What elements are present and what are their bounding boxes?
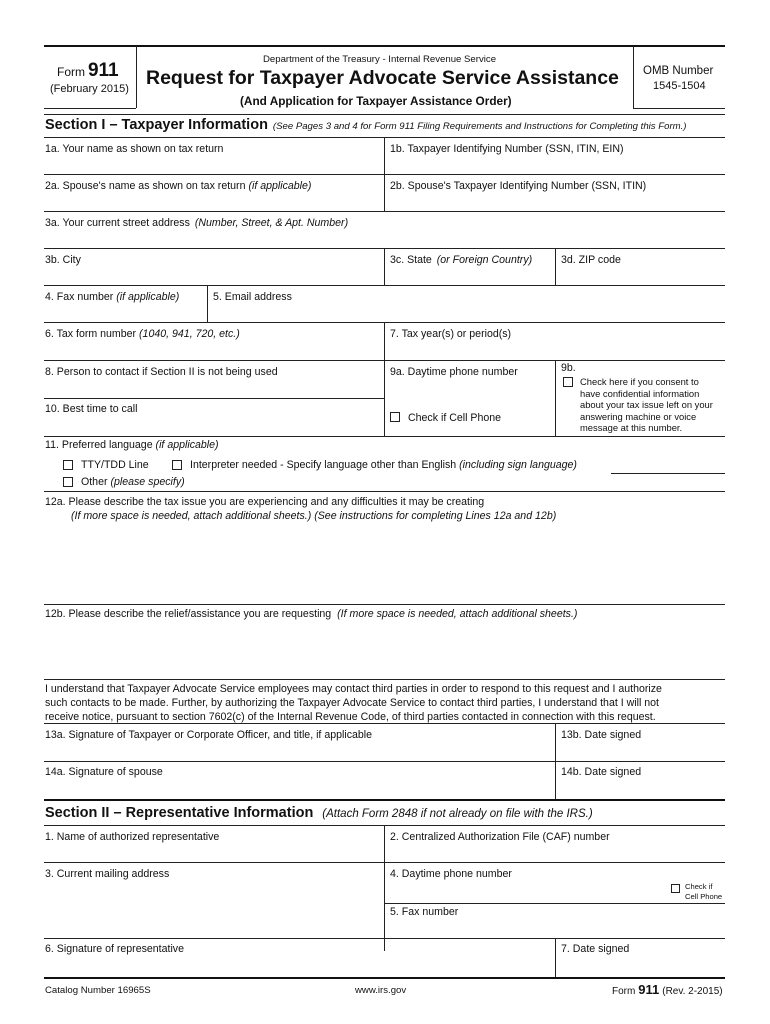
third-party-line-1: I understand that Taxpayer Advocate Service employees may contact third parties in order to respond to this request and I authorize bbox=[45, 683, 662, 695]
field-6-text: 6. Tax form number bbox=[45, 328, 137, 340]
field-3c-text: 3c. State bbox=[390, 254, 432, 266]
field-11-label bbox=[45, 439, 219, 451]
field-1b-label: 1b. Taxpayer Identifying Number (SSN, ITIN, EIN) bbox=[390, 143, 624, 155]
row14-divider bbox=[555, 761, 556, 799]
row10-rule bbox=[44, 436, 725, 437]
rep-cell-phone-checkbox[interactable] bbox=[671, 884, 680, 893]
field-4-input[interactable] bbox=[45, 304, 205, 321]
field-9a-label: 9a. Daytime phone number bbox=[390, 366, 518, 378]
field-3c-label bbox=[390, 254, 532, 266]
consent-line-2: have confidential information bbox=[580, 387, 700, 399]
field-4-text: 4. Fax number bbox=[45, 291, 114, 303]
field-4-label bbox=[45, 291, 179, 303]
rep-3-label: 3. Current mailing address bbox=[45, 868, 170, 880]
other-text: Other bbox=[81, 476, 108, 488]
field-5-input[interactable] bbox=[209, 304, 723, 321]
row2-rule bbox=[44, 211, 725, 212]
section1-heading bbox=[45, 117, 687, 133]
row1-divider bbox=[384, 137, 385, 174]
field-2b-label: 2b. Spouse's Taxpayer Identifying Number (SSN, ITIN) bbox=[390, 180, 647, 192]
field-10-label: 10. Best time to call bbox=[45, 403, 138, 415]
row13-rule bbox=[44, 761, 725, 762]
field-13a-signature[interactable] bbox=[45, 742, 553, 759]
consent-checkbox[interactable] bbox=[563, 377, 573, 387]
section2-title: Section II – Representative Information bbox=[45, 805, 314, 821]
form-title: Request for Taxpayer Advocate Service Assistance bbox=[146, 67, 619, 89]
catalog-number: Catalog Number 16965S bbox=[45, 985, 151, 996]
form-date: (February 2015) bbox=[50, 83, 129, 95]
rep-4-label: 4. Daytime phone number bbox=[390, 868, 512, 880]
consent-line-1: Check here if you consent to bbox=[580, 376, 699, 387]
field-9b-label: 9b. bbox=[561, 362, 576, 374]
section1-title: Section I – Taxpayer Information bbox=[45, 117, 268, 133]
field-14b-label: 14b. Date signed bbox=[561, 766, 642, 778]
rep-divider bbox=[384, 825, 385, 951]
field-14a-label: 14a. Signature of spouse bbox=[45, 766, 163, 778]
consent-rule bbox=[44, 723, 725, 724]
omb-number: 1545-1504 bbox=[653, 80, 706, 92]
field-3d-label: 3d. ZIP code bbox=[561, 254, 621, 266]
field-1a-label: 1a. Your name as shown on tax return bbox=[45, 143, 224, 155]
rep-cell-phone-label bbox=[685, 882, 722, 901]
rep-5-label: 5. Fax number bbox=[390, 906, 459, 918]
field-13a-label: 13a. Signature of Taxpayer or Corporate Officer, and title, if applicable bbox=[45, 729, 373, 741]
rep-1-input[interactable] bbox=[45, 844, 382, 861]
field-12b-textarea[interactable] bbox=[45, 622, 723, 678]
rep-row6-divider bbox=[555, 938, 556, 977]
consent-line-3: about your tax issue left on your bbox=[580, 399, 713, 410]
field-2b-input[interactable] bbox=[386, 193, 723, 210]
consent-line-5: message at this number. bbox=[580, 422, 683, 433]
header-form-box-bottom bbox=[44, 108, 136, 109]
section1-top-rule bbox=[44, 114, 725, 115]
field-3d-input[interactable] bbox=[557, 267, 723, 284]
field-12a-label: 12a. Please describe the tax issue you are experiencing and any difficulties it may be creating bbox=[45, 496, 485, 508]
row6-divider bbox=[384, 322, 385, 360]
field-2a-label bbox=[45, 180, 311, 192]
rep-6-label: 6. Signature of representative bbox=[45, 943, 184, 955]
footer-form-id bbox=[612, 982, 723, 997]
field-2a-text: 2a. Spouse's name as shown on tax return bbox=[45, 180, 246, 192]
rep-6-signature[interactable] bbox=[45, 957, 553, 975]
omb-label: OMB Number bbox=[643, 65, 714, 77]
rep-row1-rule bbox=[44, 862, 725, 863]
field-12a-note: (If more space is needed, attach additional sheets.) (See instructions for completing Lines 12a and 12b) bbox=[71, 510, 557, 522]
footer-revision: (Rev. 2-2015) bbox=[662, 986, 723, 997]
form-subtitle: (And Application for Taxpayer Assistance Order) bbox=[240, 94, 512, 108]
interpreter-checkbox[interactable] bbox=[172, 460, 182, 470]
rep-7-date[interactable] bbox=[557, 957, 723, 975]
row12b-rule bbox=[44, 679, 725, 680]
row3-rule bbox=[44, 285, 725, 286]
field-11-text: 11. Preferred language bbox=[45, 439, 153, 451]
field-10-input[interactable] bbox=[45, 416, 382, 433]
row8-divider-2 bbox=[555, 360, 556, 436]
field-6-input[interactable] bbox=[45, 341, 382, 358]
rep-row3-rule bbox=[44, 938, 725, 939]
third-party-consent bbox=[45, 682, 662, 724]
field-6-label bbox=[45, 328, 240, 340]
field-4-note: (if applicable) bbox=[116, 291, 180, 303]
field-14b-date[interactable] bbox=[557, 779, 723, 796]
form-id bbox=[57, 60, 119, 82]
field-3c-note: (or Foreign Country) bbox=[436, 254, 533, 266]
field-3b-label: 3b. City bbox=[45, 254, 81, 266]
row8-rule bbox=[44, 398, 384, 399]
field-1b-input[interactable] bbox=[386, 156, 723, 173]
section1-note: (See Pages 3 and 4 for Form 911 Filing Requirements and Instructions for Completing this Form.) bbox=[272, 121, 687, 132]
cell-phone-label: Check if Cell Phone bbox=[408, 412, 502, 424]
field-2a-input[interactable] bbox=[45, 193, 382, 210]
field-12b-label bbox=[45, 608, 577, 620]
field-7-input[interactable] bbox=[386, 341, 723, 358]
rep-row4-rule bbox=[384, 903, 725, 904]
field-14a-signature[interactable] bbox=[45, 779, 553, 796]
header-divider-left bbox=[136, 46, 137, 108]
row2-divider bbox=[384, 174, 385, 211]
field-3a-text: 3a. Your current street address bbox=[45, 217, 190, 229]
field-8-label: 8. Person to contact if Section II is not being used bbox=[45, 366, 278, 378]
footer-form-word: Form bbox=[612, 986, 636, 997]
consent-text bbox=[580, 376, 713, 434]
interpreter-label bbox=[190, 459, 577, 471]
third-party-line-2: such contacts to be made. Further, by authorizing the Taxpayer Advocate Service to contact third parties, I understand that I will not bbox=[45, 697, 659, 709]
field-12b-note: (If more space is needed, attach additional sheets.) bbox=[337, 608, 578, 620]
header-omb-box-bottom bbox=[633, 108, 725, 109]
other-language-label bbox=[81, 476, 185, 488]
field-2a-note: (if applicable) bbox=[248, 180, 312, 192]
section2-bottom-rule bbox=[44, 977, 725, 979]
field-8-input[interactable] bbox=[45, 379, 382, 396]
section2-heading bbox=[45, 805, 593, 821]
field-6-note: (1040, 941, 720, etc.) bbox=[139, 328, 240, 340]
rep-cell-line-1: Check if bbox=[685, 882, 713, 891]
footer-form-number: 911 bbox=[638, 982, 660, 997]
interpreter-language-line[interactable] bbox=[611, 473, 725, 474]
rep-cell-line-2: Cell Phone bbox=[685, 891, 723, 901]
tty-label: TTY/TDD Line bbox=[81, 459, 149, 471]
row11-rule bbox=[44, 491, 725, 492]
section2-note: (Attach Form 2848 if not already on file with the IRS.) bbox=[322, 808, 593, 820]
field-12b-text: 12b. Please describe the relief/assistance you are requesting bbox=[45, 608, 332, 620]
field-3a-label bbox=[45, 217, 348, 229]
tty-checkbox[interactable] bbox=[63, 460, 73, 470]
row12a-rule bbox=[44, 604, 725, 605]
other-note: (please specify) bbox=[110, 476, 185, 488]
field-3a-note: (Number, Street, & Apt. Number) bbox=[194, 217, 349, 229]
rep-5-input[interactable] bbox=[386, 920, 723, 937]
consent-line-4: answering machine or voice bbox=[580, 410, 697, 422]
field-13b-date[interactable] bbox=[557, 742, 723, 759]
row4-divider bbox=[207, 285, 208, 322]
rep-1-label: 1. Name of authorized representative bbox=[45, 831, 220, 843]
field-5-label: 5. Email address bbox=[213, 291, 292, 303]
field-3b-input[interactable] bbox=[45, 267, 382, 284]
row3-divider-2 bbox=[555, 248, 556, 285]
third-party-line-3: receive notice, pursuant to section 7602(c) of the Internal Revenue Code, of third parties contacted in connection with this request. bbox=[45, 711, 656, 723]
row8-divider-1 bbox=[384, 360, 385, 436]
field-1a-input[interactable] bbox=[45, 156, 382, 173]
other-language-checkbox[interactable] bbox=[63, 477, 73, 487]
field-13b-label: 13b. Date signed bbox=[561, 729, 642, 741]
top-rule bbox=[44, 45, 725, 47]
cell-phone-checkbox[interactable] bbox=[390, 412, 400, 422]
rep-4-input[interactable] bbox=[386, 882, 666, 899]
field-3c-input[interactable] bbox=[386, 267, 553, 284]
irs-website[interactable]: www.irs.gov bbox=[355, 985, 407, 996]
form-word: Form bbox=[57, 65, 85, 79]
rep-2-label: 2. Centralized Authorization File (CAF) number bbox=[390, 831, 610, 843]
field-7-label: 7. Tax year(s) or period(s) bbox=[390, 328, 512, 340]
field-9a-input[interactable] bbox=[386, 379, 553, 396]
header-divider-right bbox=[633, 46, 634, 108]
field-11-note: (if applicable) bbox=[155, 439, 219, 451]
section1-bottom-rule bbox=[44, 799, 725, 801]
row13-divider bbox=[555, 723, 556, 761]
form-number: 911 bbox=[87, 60, 119, 81]
rep-7-label: 7. Date signed bbox=[561, 943, 630, 955]
interpreter-note: (including sign language) bbox=[459, 459, 577, 471]
department: Department of the Treasury - Internal Revenue Service bbox=[263, 54, 497, 65]
field-12a-textarea[interactable] bbox=[45, 524, 723, 602]
rep-3-input[interactable] bbox=[45, 882, 382, 946]
rep-2-input[interactable] bbox=[386, 844, 723, 861]
interpreter-text: Interpreter needed - Specify language other than English bbox=[190, 459, 457, 471]
field-3a-input[interactable] bbox=[45, 230, 723, 247]
row3-divider-1 bbox=[384, 248, 385, 285]
